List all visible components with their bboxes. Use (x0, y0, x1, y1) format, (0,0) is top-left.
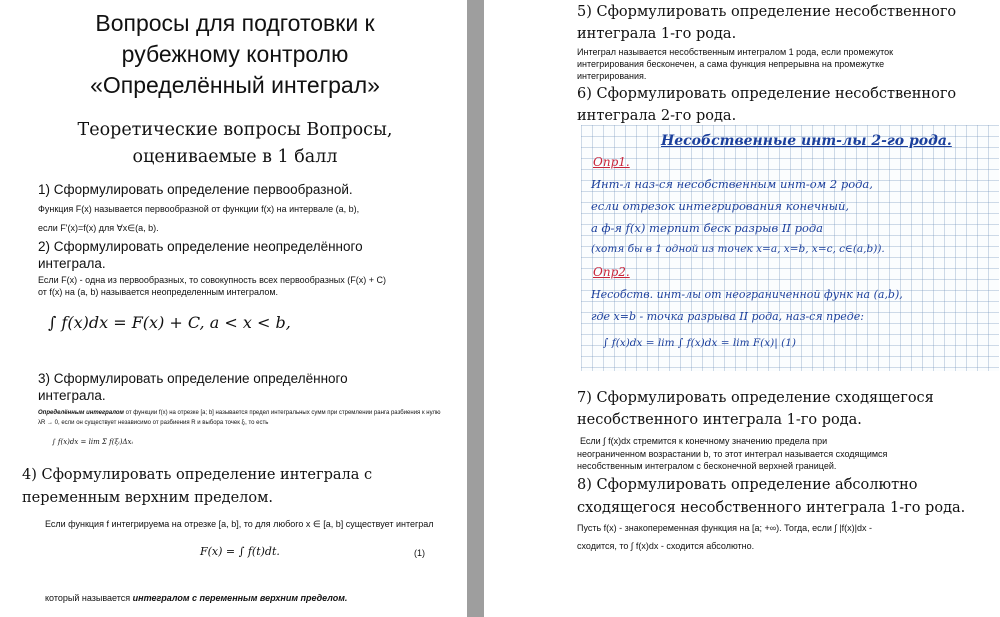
q8-heading-line-1: 8) Сформулировать определение абсолютно (577, 477, 918, 493)
title-line-3: «Определённый интеграл» (90, 72, 380, 98)
q8-answer-line-1: Пусть f(x) - знакопеременная функция на [a; +∞). Тогда, если ∫ |f(x)|dx - (577, 523, 873, 533)
q1-heading: 1) Сформулировать определение первообразной. (38, 182, 353, 197)
q4-formula: F(x) = ∫ f(t)dt. (200, 545, 280, 558)
q2-answer-line-2: от f(x) на (a, b) называется неопределенным интегралом. (38, 287, 279, 297)
handwritten-notes-image (581, 125, 999, 371)
title-line-1: Вопросы для подготовки к (95, 10, 375, 36)
q7-answer-line-2: неограниченном возрастании b, то этот интеграл называется сходящимся (577, 449, 888, 459)
notes-definition-2-label: Опр2. (593, 265, 630, 279)
notes-line-2: если отрезок интегрирования конечный, (591, 199, 850, 213)
notes-line-5: Несобств. инт-лы от неограниченной функ на (a,b), (591, 288, 903, 301)
q7-heading-line-2: несобственного интеграла 1-го рода. (577, 412, 862, 428)
q4-answer-term: интегралом с переменным верхним пределом. (132, 593, 348, 603)
notes-line-3: а ф-я f(x) терпит беск разрыв II рода (591, 221, 824, 235)
q4-answer-prefix: который называется (45, 593, 133, 603)
q3-heading-line-2: интеграла. (38, 388, 106, 403)
subtitle (20, 117, 450, 171)
q7-heading-line-1: 7) Сформулировать определение сходящегося (577, 390, 934, 406)
q8-answer-line-2: сходится, то ∫ f(x)dx - сходится абсолютно. (577, 541, 755, 551)
q5-answer-line-2: интегрирования бесконечен, а сама функция непрерывна на промежутке (577, 59, 885, 69)
q2-heading-line-1: 2) Сформулировать определение неопределённого (38, 239, 363, 254)
q5-answer-line-1: Интеграл называется несобственным интегралом 1 рода, если промежуток (577, 47, 894, 57)
document-page-right (484, 0, 1000, 617)
q6-heading-line-1: 6) Сформулировать определение несобственного (577, 86, 957, 102)
document-page-left (0, 0, 467, 617)
q2-answer-line-1: Если F(x) - одна из первообразных, то совокупность всех первообразных (F(x) + C) (38, 275, 387, 285)
q5-heading-line-1: 5) Сформулировать определение несобственного (577, 4, 957, 20)
q7-answer-line-1: Если ∫ f(x)dx стремится к конечному значению предела при (580, 436, 828, 446)
notes-definition-1-label: Опр1. (593, 155, 630, 169)
subtitle-line-1: Теоретические вопросы Вопросы, (77, 120, 393, 140)
q2-heading-line-2: интеграла. (38, 256, 106, 271)
q4-answer-line-2 (45, 592, 347, 604)
notes-line-4: (хотя бы в 1 одной из точек x=a, x=b, x=c, c∈(a,b)). (591, 243, 885, 255)
page-title (20, 8, 450, 101)
q8-heading-line-2: сходящегося несобственного интеграла 1-го рода. (577, 500, 966, 516)
q3-formula: ∫ f(x)dx = lim Σ f(ξᵢ)Δxᵢ (52, 438, 133, 446)
q3-heading-line-1: 3) Сформулировать определение определённого (38, 371, 348, 386)
q4-heading-line-1: 4) Сформулировать определение интеграла с (22, 467, 373, 483)
q4-equation-number: (1) (414, 548, 425, 558)
q5-answer-line-3: интегрирования. (577, 71, 647, 81)
subtitle-line-2: оцениваемые в 1 балл (132, 147, 338, 167)
notes-line-7: ∫ f(x)dx = lim ∫ f(x)dx = lim F(x)| (1) (603, 337, 797, 349)
q6-heading-line-2: интеграла 2-го рода. (577, 108, 737, 124)
q3-definition-term: Определённым интегралом (38, 410, 124, 416)
notes-title: Несобственные инт-лы 2-го рода. (661, 133, 952, 149)
q4-answer-line-1: Если функция f интегрируема на отрезке [a, b], то для любого x ∈ [a, b] существует интеграл (45, 519, 434, 529)
q2-formula: ∫ f(x)dx = F(x) + C, a < x < b, (48, 313, 291, 332)
q3-definition-line-2: λR → 0, если он существует независимо от разбиения R и выбора точек ξᵢ, то есть (38, 420, 269, 426)
q1-answer-line-2: если F'(x)=f(x) для ∀x∈(a, b). (38, 223, 159, 233)
notes-line-6: где x=b - точка разрыва II рода, наз-ся преде: (591, 310, 864, 323)
q7-answer-line-3: несобственным интегралом с бесконечной верхней границей. (577, 461, 837, 471)
q1-answer-line-1: Функция F(x) называется первообразной от функции f(x) на интервале (a, b), (38, 204, 360, 214)
q3-definition-rest: от функции f(x) на отрезке [a; b] называется предел интегральных сумм при стремлении ранга разбиения к нулю (124, 410, 441, 416)
q4-heading-line-2: переменным верхним пределом. (22, 490, 274, 506)
notes-line-1: Инт-л наз-ся несобственным инт-ом 2 рода, (591, 177, 873, 191)
title-line-2: рубежному контролю (121, 41, 349, 67)
q3-definition-line-1 (38, 409, 458, 417)
q5-heading-line-2: интеграла 1-го рода. (577, 26, 737, 42)
